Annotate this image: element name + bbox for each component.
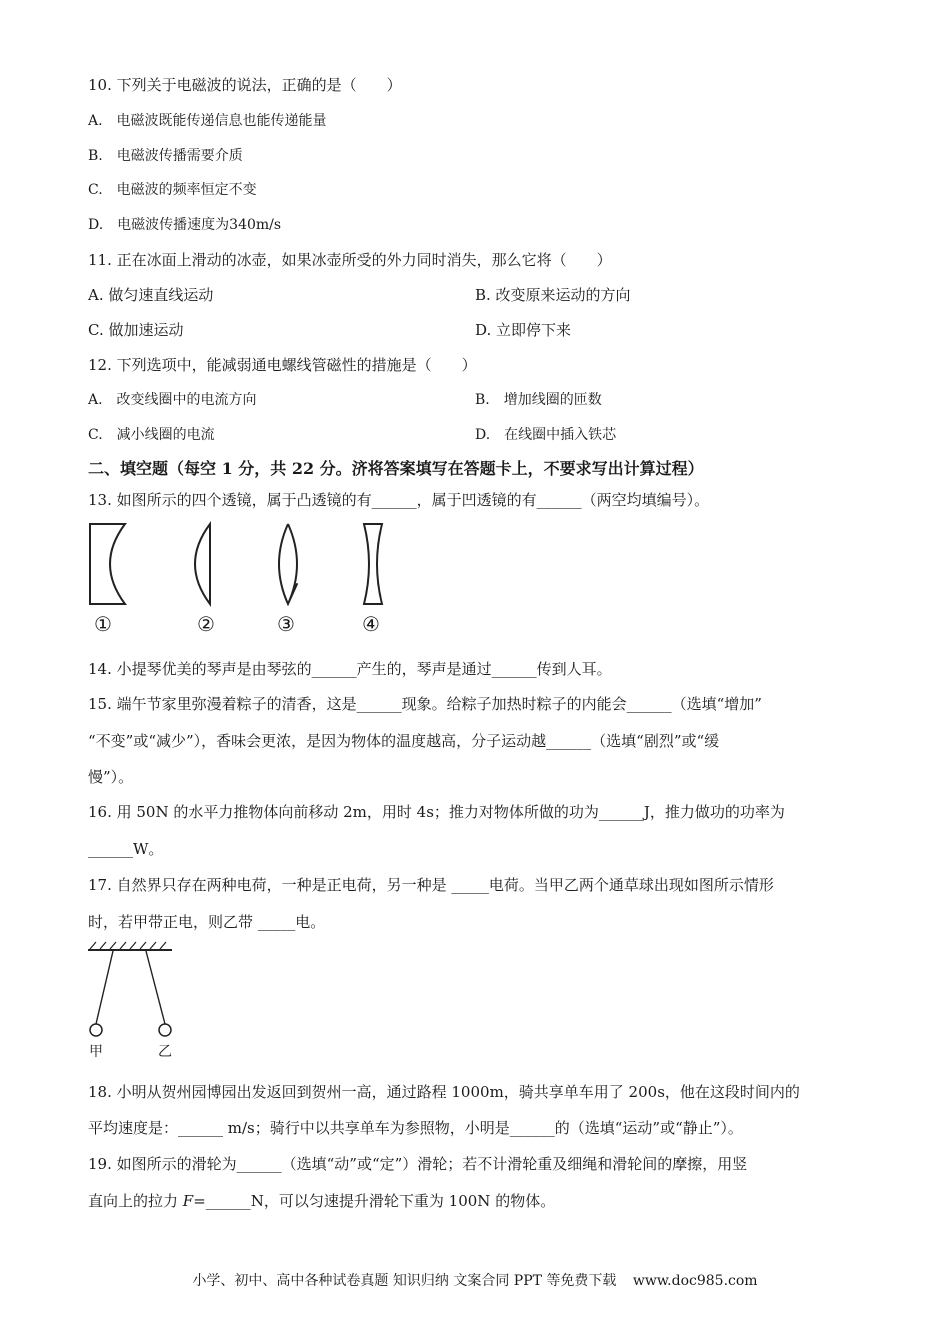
- q19-line-2: [88, 1191, 555, 1211]
- ball-b: [159, 1024, 171, 1036]
- q12-option-a: A. 改变线圈中的电流方向: [88, 392, 257, 408]
- lens-label-3: ③: [277, 612, 295, 636]
- lens-1-plano-concave: [90, 524, 125, 604]
- q12-option-c: C. 减小线圈的电流: [88, 427, 215, 443]
- lens-label-4: ④: [362, 612, 380, 636]
- ball-a-label: 甲: [89, 1044, 103, 1060]
- q13-stem: 13. 如图所示的四个透镜，属于凸透镜的有______，属于凹透镜的有______（两空均填编号）。: [88, 491, 710, 509]
- q19-line-2-a: 直向上的拉力: [88, 1192, 183, 1210]
- q18-line-2: 平均速度是：______ m/s；骑行中以共享单车为参照物，小明是______的（选填“运动”或“静止”）。: [88, 1119, 743, 1137]
- q19-line-1: 19. 如图所示的滑轮为______（选填“动”或“定”）滑轮；若不计滑轮重及细绳和滑轮间的摩擦，用竖: [88, 1155, 748, 1173]
- footer-site-link[interactable]: www.doc985.com: [632, 1273, 758, 1289]
- q19-line-2-b: =______N，可以匀速提升滑轮下重为 100N 的物体。: [193, 1192, 556, 1210]
- q12-stem: 12. 下列选项中，能减弱通电螺线管磁性的措施是（ ）: [88, 356, 477, 374]
- section-heading-fill-blank: 二、填空题（每空 1 分，共 22 分。济将答案填写在答题卡上，不要求写出计算过程）: [88, 459, 704, 478]
- thread-b: [146, 951, 165, 1024]
- q14-stem: 14. 小提琴优美的琴声是由琴弦的______产生的，琴声是通过______传到人耳。: [88, 660, 612, 678]
- lens-2-plano-convex: [195, 524, 210, 604]
- q12-option-d: D. 在线圈中插入铁芯: [475, 427, 617, 443]
- lens-label-1: ①: [94, 612, 112, 636]
- ball-a: [90, 1024, 102, 1036]
- footer-text: 小学、初中、高中各种试卷真题 知识归纳 文案合同 PPT 等免费下载: [192, 1273, 617, 1289]
- q10-stem: 10. 下列关于电磁波的说法，正确的是（ ）: [88, 76, 402, 94]
- charged-balls-figure: [86, 940, 178, 1038]
- lens-label-2: ②: [197, 612, 215, 636]
- q11-option-b: B. 改变原来运动的方向: [475, 286, 631, 304]
- ceiling-hatch: [90, 942, 166, 949]
- ball-b-label: 乙: [158, 1044, 172, 1060]
- thread-a: [96, 951, 113, 1024]
- lens-4-biconcave: [364, 524, 382, 604]
- q15-line-1: 15. 端午节家里弥漫着粽子的清香，这是______现象。给粽子加热时粽子的内能会______（选填“增加”: [88, 695, 762, 713]
- q18-line-1: 18. 小明从贺州园博园出发返回到贺州一高，通过路程 1000m，骑共享单车用了 200s，他在这段时间内的: [88, 1083, 800, 1101]
- q17-line-1: 17. 自然界只存在两种电荷，一种是正电荷，另一种是 _____电荷。当甲乙两个通草球出现如图所示情形: [88, 876, 774, 894]
- q11-option-c: C. 做加速运动: [88, 321, 184, 339]
- q15-line-2: “不变”或“减少”），香味会更浓，是因为物体的温度越高，分子运动越______（选填“剧烈”或“缓: [88, 732, 720, 750]
- lens-3-biconvex: [279, 524, 297, 604]
- q11-stem: 11. 正在冰面上滑动的冰壶，如果冰壶所受的外力同时消失，那么它将（ ）: [88, 251, 612, 269]
- q12-option-b: B. 增加线圈的匝数: [475, 392, 602, 408]
- q10-option-b: B. 电磁波传播需要介质: [88, 148, 243, 164]
- force-symbol: F: [182, 1192, 194, 1210]
- q16-line-1: 16. 用 50N 的水平力推物体向前移动 2m，用时 4s；推力对物体所做的功为______J，推力做功的功率为: [88, 803, 785, 821]
- q17-line-2: 时，若甲带正电，则乙带 _____电。: [88, 913, 326, 931]
- q11-option-a: A. 做匀速直线运动: [88, 286, 214, 304]
- lens-figure: [80, 518, 410, 610]
- page-footer: [0, 1270, 950, 1290]
- q10-option-d: D. 电磁波传播速度为340m/s: [88, 217, 282, 233]
- q15-line-3: 慢”）。: [88, 768, 134, 786]
- q11-option-d: D. 立即停下来: [475, 321, 572, 339]
- q10-option-a: A. 电磁波既能传递信息也能传递能量: [88, 113, 327, 129]
- q10-option-c: C. 电磁波的频率恒定不变: [88, 182, 257, 198]
- q16-line-2: ______W。: [88, 840, 164, 858]
